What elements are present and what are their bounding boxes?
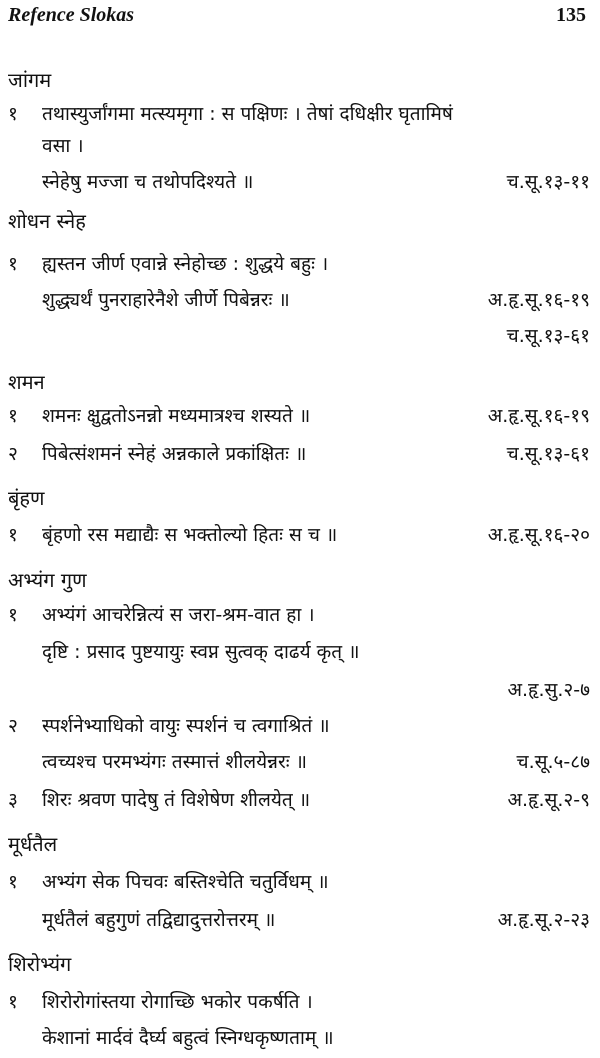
section-heading: शमन: [8, 370, 45, 394]
verse-text: शिरः श्रवण पादेषु तं विशेषेण शीलयेत् ॥: [42, 789, 311, 811]
page-header: [8, 4, 586, 32]
verse-number: १: [8, 524, 18, 546]
verse-text: शुद्ध्यर्थं पुनराहारेनैशे जीर्णे पिबेन्नरः ॥: [42, 289, 290, 311]
verse-text: वसा ।: [42, 135, 84, 157]
verse-line: [8, 250, 590, 280]
verse-text: त्वच्यश्च परमभ्यंगः तस्मात्तं शीलयेन्नरः ॥: [42, 751, 308, 773]
verse-number: ३: [8, 789, 18, 811]
verse-number: १: [8, 871, 18, 893]
verse-text: अभ्यंग सेक पिचवः बस्तिश्चेति चतुर्विधम् ॥: [42, 871, 329, 893]
verse-text: ह्यस्तन जीर्ण एवान्ने स्नेहोच्छ : शुद्धये बहुः ।: [42, 253, 329, 275]
section-heading: बृंहण: [8, 486, 45, 510]
verse-line: [8, 712, 590, 742]
verse-reference: च.सू.१३-६१: [506, 325, 590, 347]
verse-number: १: [8, 991, 18, 1013]
running-title: Refence Slokas: [8, 4, 135, 26]
verse-line: [8, 868, 590, 898]
verse-line: [8, 906, 590, 936]
verse-line: [8, 521, 590, 551]
verse-number: २: [8, 715, 18, 737]
verse-line: [8, 748, 590, 778]
verse-text: दृष्टि : प्रसाद पुष्टयायुः स्वप्न सुत्वक् दाढर्य कृत् ॥: [42, 641, 360, 663]
verse-number: १: [8, 604, 18, 626]
section-heading: जांगम: [8, 68, 52, 92]
verse-number: १: [8, 405, 18, 427]
verse-text: बृंहणो रस मद्याद्यैः स भक्तोल्यो हितः स च ॥: [42, 524, 338, 546]
verse-line: [8, 402, 590, 432]
verse-line: [8, 638, 590, 668]
verse-number: १: [8, 253, 18, 275]
page-number: 135: [556, 4, 586, 26]
verse-text: शिरोरोगांस्तया रोगाच्छि भकोर पकर्षति ।: [42, 991, 313, 1013]
verse-text: शमनः क्षुद्वतोऽनन्नो मध्यमात्रश्च शस्यते ॥: [42, 405, 311, 427]
verse-line: [8, 988, 590, 1018]
verse-reference: अ.हृ.सू.२-९: [507, 789, 590, 811]
verse-text: मूर्धतैलं बहुगुणं तद्विद्यादुत्तरोत्तरम् ॥: [42, 909, 276, 931]
verse-text: पिबेत्संशमनं स्नेहं अन्नकाले प्रकांक्षितः ॥: [42, 443, 307, 465]
verse-line: [8, 286, 590, 316]
verse-reference: अ.हृ.सू.१६-१९: [487, 289, 590, 311]
verse-reference: च.सू.५-८७: [516, 751, 590, 773]
verse-reference: च.सू.१३-११: [506, 171, 590, 193]
verse-reference: अ.हृ.सु.२-७: [507, 679, 590, 701]
verse-reference: अ.हृ.सू.२-२३: [497, 909, 590, 931]
section-heading: शिरोभ्यंग: [8, 952, 72, 976]
verse-text: स्पर्शनेभ्याधिको वायुः स्पर्शनं च त्वगाश्रितं ॥: [42, 715, 330, 737]
verse-reference: अ.हृ.सू.१६-१९: [487, 405, 590, 427]
verse-text: अभ्यंगं आचरेन्नित्यं स जरा-श्रम-वात हा ।: [42, 604, 315, 626]
verse-line: [8, 132, 590, 162]
verse-line: [8, 100, 590, 130]
verse-text: केशानां मार्दवं दैर्घ्य बहुत्वं स्निग्धकृष्णताम् ॥: [42, 1027, 334, 1049]
verse-number: २: [8, 443, 18, 465]
verse-text: स्नेहेषु मज्जा च तथोपदिश्यते ॥: [42, 171, 254, 193]
verse-line: [8, 440, 590, 470]
verse-line: [8, 1024, 590, 1054]
verse-line: [8, 786, 590, 816]
section-heading: मूर्धतैल: [8, 832, 58, 856]
verse-number: १: [8, 103, 18, 125]
verse-reference: च.सू.१३-६१: [506, 443, 590, 465]
section-heading: शोधन स्नेह: [8, 209, 86, 233]
verse-line: [8, 601, 590, 631]
verse-text: तथास्युर्जांगमा मत्स्यमृगा : स पक्षिणः । तेषां दधिक्षीर घृतामिषं: [42, 103, 453, 125]
section-heading: अभ्यंग गुण: [8, 568, 87, 592]
verse-reference: अ.हृ.सू.१६-२०: [487, 524, 590, 546]
verse-line: [8, 168, 590, 198]
